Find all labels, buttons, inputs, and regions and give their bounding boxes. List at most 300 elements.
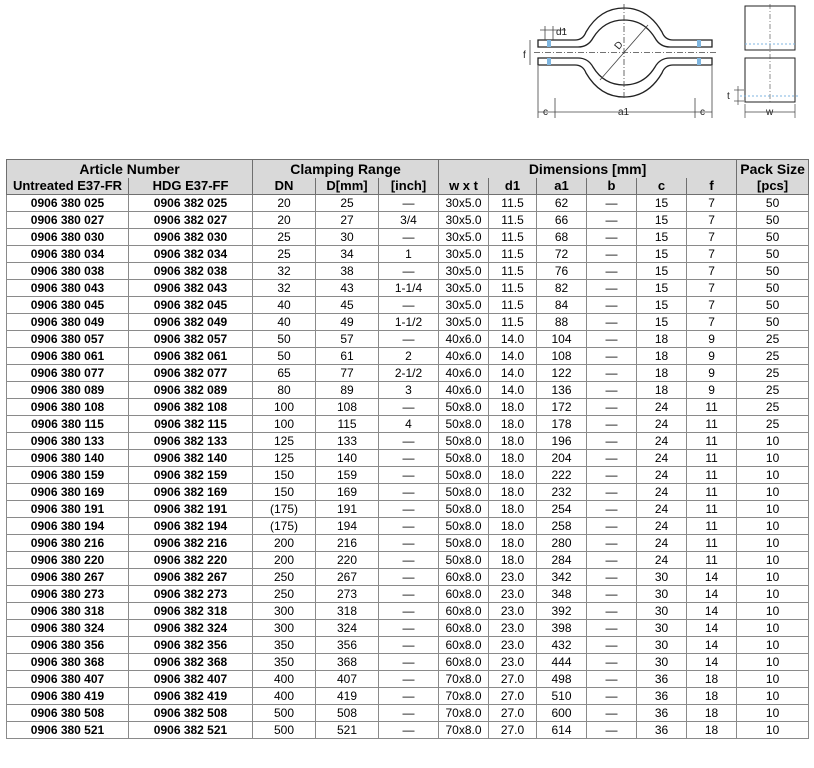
table-cell: 0906 382 108	[129, 399, 253, 416]
table-cell: 0906 382 043	[129, 280, 253, 297]
table-cell: 14.0	[489, 365, 537, 382]
table-cell: 232	[537, 484, 587, 501]
table-cell: 0906 382 324	[129, 620, 253, 637]
table-cell: 0906 380 273	[7, 586, 129, 603]
table-row	[7, 365, 809, 382]
table-cell: 169	[316, 484, 379, 501]
table-cell: 11.5	[489, 195, 537, 212]
table-cell: —	[587, 722, 637, 739]
table-cell: 250	[253, 569, 316, 586]
table-cell: 14	[687, 586, 737, 603]
table-cell: 18	[687, 722, 737, 739]
table-cell: 498	[537, 671, 587, 688]
dimension-lines	[530, 4, 716, 118]
table-cell: —	[379, 637, 439, 654]
table-cell: 104	[537, 331, 587, 348]
table-cell: —	[587, 331, 637, 348]
table-row	[7, 314, 809, 331]
table-cell: 432	[537, 637, 587, 654]
table-cell: 11	[687, 399, 737, 416]
table-row	[7, 518, 809, 535]
table-cell: 10	[737, 637, 809, 654]
table-cell: 40x6.0	[439, 382, 489, 399]
table-cell: 50	[253, 331, 316, 348]
table-cell: 11.5	[489, 280, 537, 297]
table-cell: 0906 382 038	[129, 263, 253, 280]
table-cell: 23.0	[489, 586, 537, 603]
table-cell: 7	[687, 212, 737, 229]
table-cell: 88	[537, 314, 587, 331]
table-cell: —	[587, 654, 637, 671]
table-cell: 0906 380 191	[7, 501, 129, 518]
table-cell: 50x8.0	[439, 450, 489, 467]
table-cell: 356	[316, 637, 379, 654]
table-cell: —	[587, 212, 637, 229]
table-cell: 24	[637, 450, 687, 467]
table-cell: 18	[687, 688, 737, 705]
table-cell: 150	[253, 467, 316, 484]
table-cell: 348	[537, 586, 587, 603]
table-cell: 500	[253, 705, 316, 722]
table-cell: 0906 382 216	[129, 535, 253, 552]
table-row	[7, 637, 809, 654]
table-cell: 0906 382 133	[129, 433, 253, 450]
table-cell: 0906 382 267	[129, 569, 253, 586]
table-cell: 24	[637, 518, 687, 535]
table-cell: 30	[637, 620, 687, 637]
table-cell: 7	[687, 263, 737, 280]
table-cell: 36	[637, 722, 687, 739]
subheader-d-mm: D[mm]	[316, 178, 379, 195]
table-cell: 11	[687, 535, 737, 552]
table-cell: 11	[687, 518, 737, 535]
table-cell: 0906 382 194	[129, 518, 253, 535]
table-cell: 15	[637, 297, 687, 314]
table-cell: 10	[737, 603, 809, 620]
table-cell: 200	[253, 552, 316, 569]
table-cell: 10	[737, 484, 809, 501]
table-cell: 10	[737, 569, 809, 586]
table-cell: 50	[737, 229, 809, 246]
table-row	[7, 246, 809, 263]
table-cell: —	[587, 569, 637, 586]
table-cell: 9	[687, 365, 737, 382]
table-cell: —	[587, 314, 637, 331]
table-cell: 0906 382 049	[129, 314, 253, 331]
table-cell: 11.5	[489, 314, 537, 331]
table-cell: 614	[537, 722, 587, 739]
table-cell: 70x8.0	[439, 722, 489, 739]
table-cell: 18	[687, 705, 737, 722]
table-row	[7, 688, 809, 705]
table-row	[7, 331, 809, 348]
dim-label-w: w	[766, 107, 774, 118]
table-cell: 0906 382 034	[129, 246, 253, 263]
table-cell: 0906 380 089	[7, 382, 129, 399]
table-cell: —	[379, 433, 439, 450]
specification-table	[6, 159, 809, 739]
table-row	[7, 722, 809, 739]
table-cell: 350	[253, 654, 316, 671]
table-cell: 11.5	[489, 263, 537, 280]
table-cell: 10	[737, 552, 809, 569]
table-cell: 0906 380 027	[7, 212, 129, 229]
table-cell: 368	[316, 654, 379, 671]
table-cell: 23.0	[489, 637, 537, 654]
table-cell: 600	[537, 705, 587, 722]
table-cell: 140	[316, 450, 379, 467]
table-cell: 419	[316, 688, 379, 705]
table-row	[7, 450, 809, 467]
table-cell: 0906 382 273	[129, 586, 253, 603]
table-cell: 0906 380 133	[7, 433, 129, 450]
table-cell: 30	[637, 637, 687, 654]
table-cell: 11	[687, 501, 737, 518]
table-cell: 0906 380 043	[7, 280, 129, 297]
table-row	[7, 535, 809, 552]
header-article-number: Article Number	[7, 160, 253, 179]
dim-label-d1: d1	[556, 27, 568, 38]
table-cell: 10	[737, 654, 809, 671]
table-cell: —	[587, 552, 637, 569]
table-cell: 220	[316, 552, 379, 569]
table-cell: 27.0	[489, 688, 537, 705]
table-row	[7, 484, 809, 501]
dim-label-c-left: c	[543, 107, 548, 118]
table-cell: 50x8.0	[439, 433, 489, 450]
table-cell: —	[379, 552, 439, 569]
table-cell: 7	[687, 246, 737, 263]
table-cell: 18	[637, 331, 687, 348]
table-cell: 60x8.0	[439, 586, 489, 603]
table-cell: 7	[687, 297, 737, 314]
table-row	[7, 569, 809, 586]
table-cell: —	[379, 654, 439, 671]
table-cell: 40x6.0	[439, 331, 489, 348]
table-cell: 18.0	[489, 450, 537, 467]
table-cell: —	[587, 348, 637, 365]
table-cell: 24	[637, 484, 687, 501]
table-row	[7, 620, 809, 637]
table-cell: 125	[253, 433, 316, 450]
table-cell: 521	[316, 722, 379, 739]
table-cell: 30x5.0	[439, 246, 489, 263]
table-cell: 18	[637, 365, 687, 382]
table-cell: 0906 380 508	[7, 705, 129, 722]
table-cell: —	[587, 399, 637, 416]
table-cell: 11	[687, 433, 737, 450]
table-cell: 216	[316, 535, 379, 552]
table-cell: 0906 380 038	[7, 263, 129, 280]
table-cell: 3/4	[379, 212, 439, 229]
table-cell: 15	[637, 195, 687, 212]
table-cell: —	[587, 263, 637, 280]
table-cell: 27.0	[489, 671, 537, 688]
table-cell: 150	[253, 484, 316, 501]
table-cell: 60x8.0	[439, 603, 489, 620]
table-cell: 14.0	[489, 382, 537, 399]
table-cell: 178	[537, 416, 587, 433]
table-row	[7, 552, 809, 569]
table-cell: 14	[687, 569, 737, 586]
header-pack-size: Pack Size	[737, 160, 809, 179]
table-cell: 50	[737, 297, 809, 314]
table-cell: 23.0	[489, 569, 537, 586]
table-cell: 18	[637, 348, 687, 365]
table-cell: 15	[637, 280, 687, 297]
table-cell: 0906 382 220	[129, 552, 253, 569]
table-cell: 77	[316, 365, 379, 382]
table-cell: —	[587, 229, 637, 246]
subheader-d1: d1	[489, 178, 537, 195]
table-cell: 14	[687, 637, 737, 654]
table-cell: 0906 380 045	[7, 297, 129, 314]
table-cell: 18.0	[489, 484, 537, 501]
table-cell: 60x8.0	[439, 620, 489, 637]
table-cell: 11.5	[489, 246, 537, 263]
header-clamping-range: Clamping Range	[253, 160, 439, 179]
table-cell: 0906 380 030	[7, 229, 129, 246]
table-row	[7, 705, 809, 722]
table-cell: 318	[316, 603, 379, 620]
table-cell: —	[379, 722, 439, 739]
table-cell: 350	[253, 637, 316, 654]
table-cell: 7	[687, 229, 737, 246]
table-cell: 40	[253, 297, 316, 314]
dim-label-D: D	[612, 39, 626, 53]
subheader-inch: [inch]	[379, 178, 439, 195]
table-cell: 25	[737, 365, 809, 382]
table-cell: 14.0	[489, 348, 537, 365]
table-cell: —	[379, 535, 439, 552]
table-cell: 0906 382 027	[129, 212, 253, 229]
table-cell: 24	[637, 535, 687, 552]
table-cell: —	[587, 620, 637, 637]
table-cell: 10	[737, 688, 809, 705]
table-cell: 0906 380 407	[7, 671, 129, 688]
table-row	[7, 348, 809, 365]
table-cell: 80	[253, 382, 316, 399]
table-cell: 25	[737, 382, 809, 399]
table-cell: 204	[537, 450, 587, 467]
subheader-c: c	[637, 178, 687, 195]
table-cell: 258	[537, 518, 587, 535]
table-cell: 25	[316, 195, 379, 212]
table-cell: 38	[316, 263, 379, 280]
table-cell: 18	[637, 382, 687, 399]
table-cell: 36	[637, 688, 687, 705]
table-cell: 10	[737, 586, 809, 603]
table-cell: 0906 380 194	[7, 518, 129, 535]
table-cell: 23.0	[489, 603, 537, 620]
table-cell: 0906 382 508	[129, 705, 253, 722]
technical-drawing	[0, 0, 814, 140]
table-cell: 10	[737, 535, 809, 552]
table-row	[7, 297, 809, 314]
table-cell: 0906 380 034	[7, 246, 129, 263]
table-cell: 7	[687, 195, 737, 212]
table-row	[7, 229, 809, 246]
table-cell: 400	[253, 671, 316, 688]
table-cell: —	[379, 467, 439, 484]
table-cell: 50x8.0	[439, 552, 489, 569]
table-cell: —	[587, 433, 637, 450]
table-cell: 0906 380 159	[7, 467, 129, 484]
table-cell: 24	[637, 399, 687, 416]
table-row	[7, 382, 809, 399]
table-cell: 60x8.0	[439, 637, 489, 654]
subheader-b: b	[587, 178, 637, 195]
table-cell: 40x6.0	[439, 348, 489, 365]
table-cell: —	[379, 671, 439, 688]
table-cell: 30x5.0	[439, 195, 489, 212]
table-cell: 222	[537, 467, 587, 484]
pipe-clamp-side-view	[734, 4, 800, 118]
table-row	[7, 195, 809, 212]
table-cell: 300	[253, 603, 316, 620]
table-cell: 20	[253, 195, 316, 212]
table-cell: 0906 380 057	[7, 331, 129, 348]
table-cell: 510	[537, 688, 587, 705]
table-cell: 0906 380 216	[7, 535, 129, 552]
table-cell: 136	[537, 382, 587, 399]
table-cell: 14.0	[489, 331, 537, 348]
table-cell: —	[587, 195, 637, 212]
subheader-wxt: w x t	[439, 178, 489, 195]
table-cell: 324	[316, 620, 379, 637]
table-cell: 172	[537, 399, 587, 416]
table-cell: 10	[737, 671, 809, 688]
dim-label-c-right: c	[700, 107, 705, 118]
table-cell: 60x8.0	[439, 654, 489, 671]
table-cell: 7	[687, 280, 737, 297]
table-cell: 0906 380 049	[7, 314, 129, 331]
table-cell: 50x8.0	[439, 535, 489, 552]
table-cell: 0906 382 140	[129, 450, 253, 467]
table-cell: 50	[737, 246, 809, 263]
table-cell: 50x8.0	[439, 501, 489, 518]
table-cell: 60x8.0	[439, 569, 489, 586]
table-cell: 24	[637, 552, 687, 569]
table-cell: 50x8.0	[439, 518, 489, 535]
table-cell: 159	[316, 467, 379, 484]
table-cell: 0906 382 191	[129, 501, 253, 518]
table-cell: 15	[637, 246, 687, 263]
table-cell: 3	[379, 382, 439, 399]
table-cell: 100	[253, 399, 316, 416]
table-cell: —	[587, 365, 637, 382]
table-cell: 30x5.0	[439, 297, 489, 314]
table-cell: 115	[316, 416, 379, 433]
table-cell: —	[587, 246, 637, 263]
table-cell: 30x5.0	[439, 280, 489, 297]
table-cell: 2	[379, 348, 439, 365]
table-cell: 444	[537, 654, 587, 671]
table-cell: 0906 382 318	[129, 603, 253, 620]
table-cell: (175)	[253, 518, 316, 535]
table-cell: —	[379, 263, 439, 280]
table-cell: 125	[253, 450, 316, 467]
table-cell: 392	[537, 603, 587, 620]
table-cell: 1	[379, 246, 439, 263]
table-cell: —	[379, 688, 439, 705]
table-cell: 18.0	[489, 467, 537, 484]
table-cell: 50x8.0	[439, 416, 489, 433]
table-cell: 0906 380 368	[7, 654, 129, 671]
table-cell: 70x8.0	[439, 705, 489, 722]
table-cell: 40	[253, 314, 316, 331]
table-cell: —	[587, 467, 637, 484]
table-cell: 25	[737, 399, 809, 416]
table-cell: 10	[737, 722, 809, 739]
table-cell: 4	[379, 416, 439, 433]
table-cell: —	[587, 450, 637, 467]
subheader-dn: DN	[253, 178, 316, 195]
table-cell: 0906 382 077	[129, 365, 253, 382]
table-cell: 14	[687, 620, 737, 637]
table-cell: 18	[687, 671, 737, 688]
table-cell: 0906 380 115	[7, 416, 129, 433]
table-cell: —	[379, 331, 439, 348]
table-cell: 14	[687, 603, 737, 620]
table-cell: 49	[316, 314, 379, 331]
table-cell: 34	[316, 246, 379, 263]
table-cell: 267	[316, 569, 379, 586]
table-cell: 108	[537, 348, 587, 365]
table-cell: 0906 382 030	[129, 229, 253, 246]
table-cell: 18.0	[489, 535, 537, 552]
dim-label-f: f	[523, 50, 526, 61]
table-cell: —	[379, 399, 439, 416]
table-cell: —	[587, 297, 637, 314]
table-cell: 70x8.0	[439, 671, 489, 688]
table-cell: —	[587, 416, 637, 433]
table-row	[7, 671, 809, 688]
table-cell: 11.5	[489, 297, 537, 314]
table-cell: 18.0	[489, 518, 537, 535]
table-cell: 11	[687, 450, 737, 467]
table-cell: 1-1/2	[379, 314, 439, 331]
table-row	[7, 433, 809, 450]
table-cell: 11	[687, 484, 737, 501]
table-cell: 11.5	[489, 229, 537, 246]
table-cell: 50x8.0	[439, 399, 489, 416]
table-cell: 10	[737, 501, 809, 518]
table-cell: 0906 380 324	[7, 620, 129, 637]
table-cell: 15	[637, 229, 687, 246]
table-cell: 400	[253, 688, 316, 705]
table-cell: (175)	[253, 501, 316, 518]
table-cell: 10	[737, 450, 809, 467]
table-cell: 76	[537, 263, 587, 280]
table-cell: 18.0	[489, 552, 537, 569]
table-cell: 273	[316, 586, 379, 603]
subheader-f: f	[687, 178, 737, 195]
table-cell: 1-1/4	[379, 280, 439, 297]
table-cell: 9	[687, 348, 737, 365]
table-cell: —	[587, 705, 637, 722]
table-cell: 10	[737, 705, 809, 722]
table-cell: —	[587, 688, 637, 705]
table-cell: 194	[316, 518, 379, 535]
table-row	[7, 263, 809, 280]
table-cell: 407	[316, 671, 379, 688]
table-cell: —	[379, 450, 439, 467]
table-cell: 508	[316, 705, 379, 722]
table-cell: 11	[687, 552, 737, 569]
table-cell: 0906 380 419	[7, 688, 129, 705]
table-cell: 9	[687, 331, 737, 348]
